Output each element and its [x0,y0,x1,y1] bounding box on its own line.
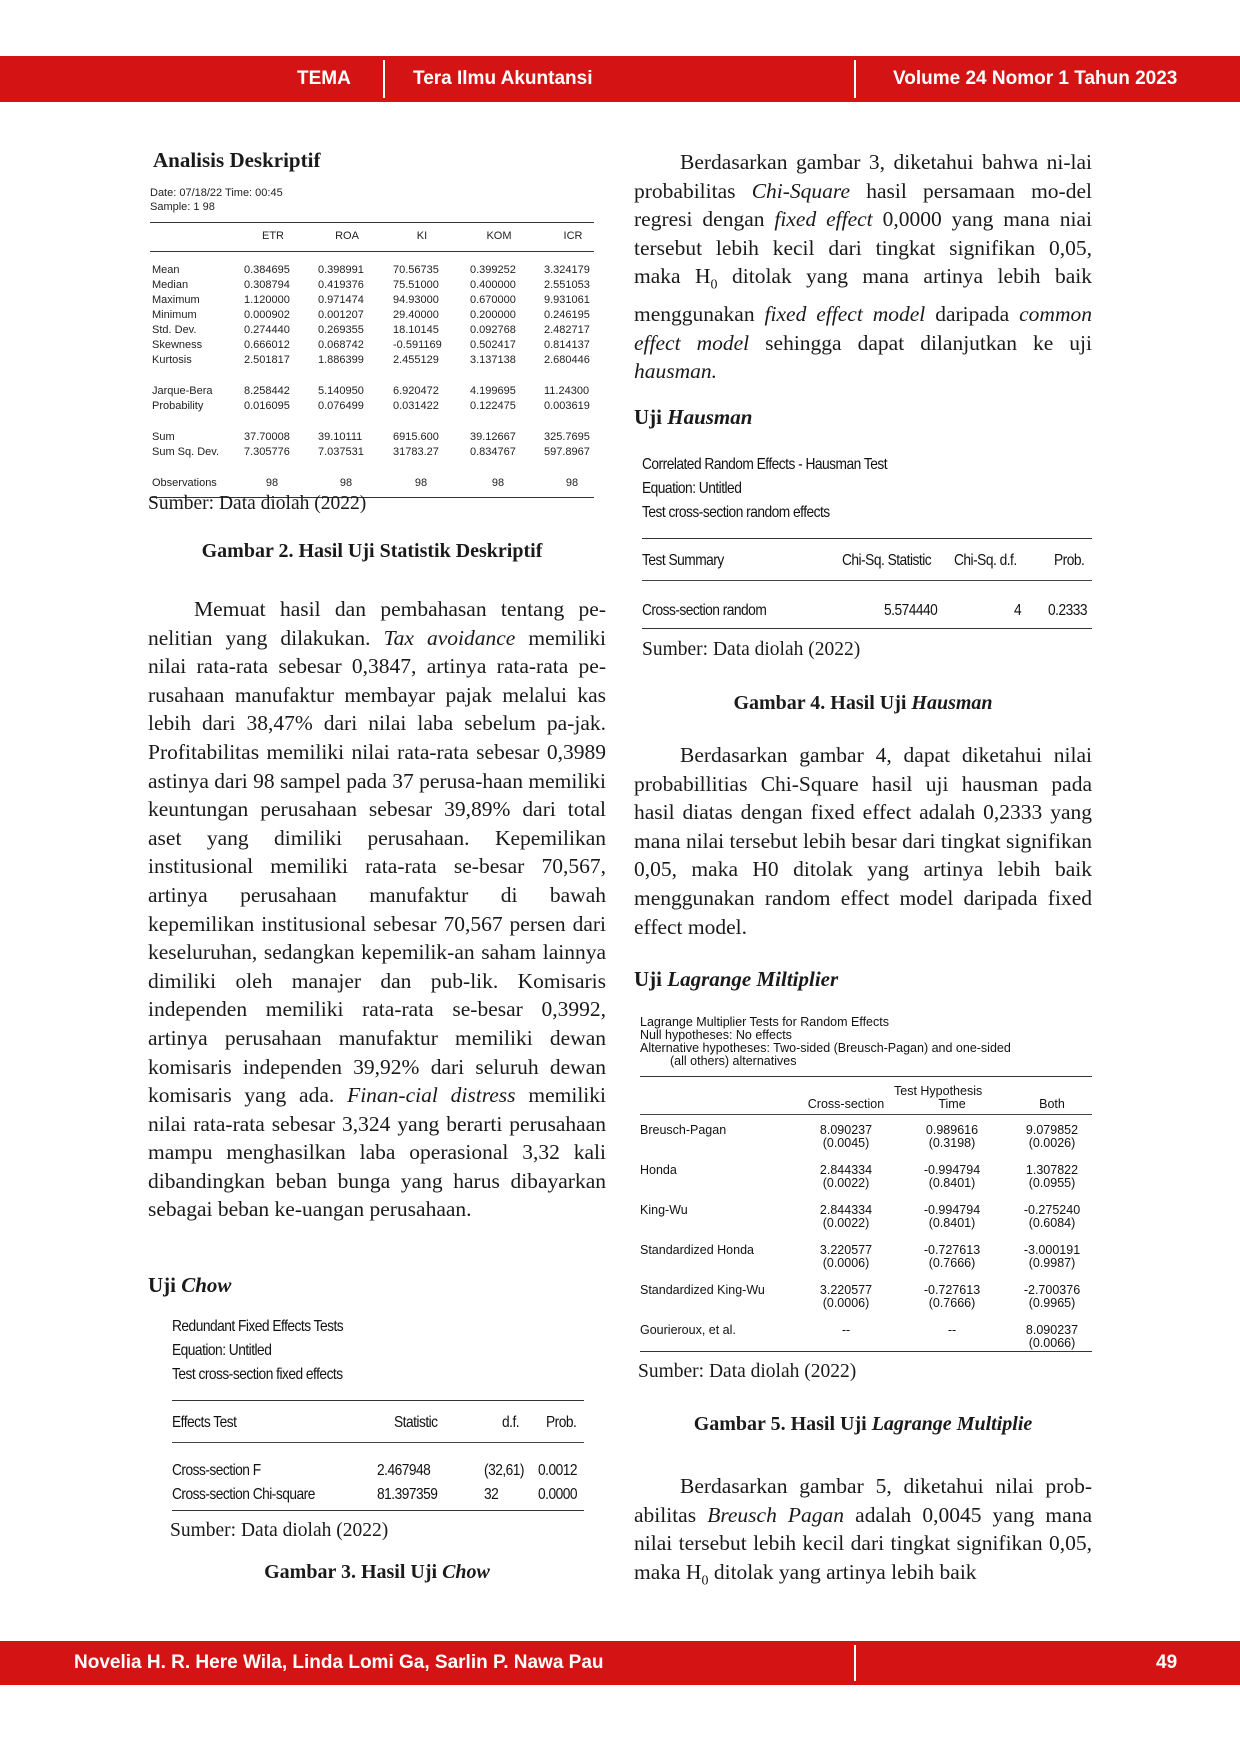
desc-cell: 0.670000 [470,294,516,306]
lm-prob: (0.8401) [928,1216,976,1230]
lm-prob: (0.0045) [822,1136,870,1150]
desc-row [152,264,592,279]
footer-band [0,1641,1240,1685]
desc-cell: 98 [491,477,505,489]
desc-cell: 4.199695 [470,385,516,397]
desc-cell: 0.092768 [470,324,516,336]
desc-cell: 0.122475 [470,400,516,412]
lm-meta-line: Alternative hypotheses: Two-sided (Breusch-Pagan) and one-sided [640,1041,1011,1055]
desc-row [152,477,592,492]
desc-header-row [152,230,592,245]
hausman-col-header: Test Summary [642,552,724,569]
hausman-narrow [642,456,1092,636]
desc-cell: 2.551053 [544,279,590,291]
desc-row [152,400,592,415]
desc-row-label: Median [152,279,189,291]
desc-cell: 0.400000 [470,279,516,291]
lm-cell: -0.994794 [923,1203,981,1217]
lm-row-label: Breusch-Pagan [640,1123,727,1137]
desc-cell: 39.12667 [470,431,516,443]
desc-cell: 94.93000 [393,294,439,306]
lm-prob: (0.0006) [822,1296,870,1310]
lm-cell: -2.700376 [1023,1283,1081,1297]
desc-cell: 98 [339,477,353,489]
desc-cell: 7.305776 [244,446,290,458]
desc-cell: 5.140950 [318,385,364,397]
chow-cell: 0.0012 [538,1462,577,1479]
header-band [0,56,1240,102]
desc-row-label: Mean [152,264,180,276]
para3-text: Berdasarkan gambar 4, dapat diketahui nilai probabillitias Chi-Square hasil uji hausman pada hasil diatas dengan fixed effect adalah 0,2333 yang mana nilai tersebut lebih besar dari tingkat signifikan 0,05, maka H0 ditolak yang artinya lebih baik menggunakan random effect model daripada fixed effect model. [634,743,1092,939]
desc-cell: 0.398991 [318,264,364,276]
desc-cell: 98 [414,477,428,489]
header-divider [854,60,856,98]
table-rule [172,1400,584,1401]
fig5-caption: Gambar 5. Hasil Uji Lagrange Multiplie [693,1413,1033,1435]
lm-table [640,1016,1092,1352]
desc-col-header: KI [416,230,428,242]
lm-cell: 3.220577 [819,1283,873,1297]
lm-heading: Uji Lagrange Miltiplier [634,967,839,991]
lm-prob: (0.9965) [1028,1296,1076,1310]
lm-cell: -- [947,1323,957,1337]
desc-row-label: Std. Dev. [152,324,197,336]
desc-cell: 6.920472 [393,385,439,397]
lm-cell: -3.000191 [1023,1243,1081,1257]
chow-cell: 81.397359 [377,1486,438,1503]
chow-narrow [172,1318,584,1518]
desc-cell: 3.137138 [470,354,516,366]
desc-cell: 70.56735 [393,264,439,276]
desc-meta-sample: Sample: 1 98 [150,201,215,213]
lm-row-label: King-Wu [640,1203,688,1217]
table-rule [150,222,594,223]
desc-meta-date: Date: 07/18/22 Time: 00:45 [150,187,283,199]
descriptive-table [150,186,594,489]
desc-cell: 98 [565,477,579,489]
desc-cell: 0.269355 [318,324,364,336]
lm-row-label: Standardized King-Wu [640,1283,765,1297]
footer-divider [854,1645,856,1681]
desc-row-label: Sum [152,431,175,443]
lm-meta-line: Null hypotheses: No effects [640,1028,792,1042]
desc-cell: 31783.27 [393,446,439,458]
chow-meta-line: Test cross-section fixed effects [172,1366,343,1383]
desc-row-label: Skewness [152,339,203,351]
lm-row-label: Gourieroux, et al. [640,1323,736,1337]
desc-source: Sumber: Data diolah (2022) [148,493,367,514]
journal-volume: Volume 24 Nomor 1 Tahun 2023 [893,68,1178,89]
desc-cell: 2.680446 [544,354,590,366]
lm-cell: -0.275240 [1023,1203,1081,1217]
lm-row-label: Honda [640,1163,677,1177]
desc-cell: 597.8967 [544,446,590,458]
left-paragraph [148,595,606,1224]
lm-cell: -0.727613 [923,1283,981,1297]
hausman-col-header: Chi-Sq. d.f. [954,552,1017,569]
desc-row-label: Probability [152,400,204,412]
chow-cell: 2.467948 [377,1462,431,1479]
journal-name: Tera Ilmu Akuntansi [413,68,593,89]
para4-text: Berdasarkan gambar 5, diketahui nilai prob-abilitas Breusch Pagan adalah 0,0045 yang mana nilai tersebut lebih kecil dari tingkat signifikan 0,05, maka $H_0$ ditolak yang artinya lebih baik [634,1474,1092,1589]
lm-prob: (0.0006) [822,1256,870,1270]
desc-cell: 1.120000 [244,294,290,306]
lm-cell: 0.989616 [925,1123,979,1137]
lm-cell: 3.220577 [819,1243,873,1257]
lm-prob: (0.3198) [928,1136,976,1150]
table-rule [172,1510,584,1511]
desc-cell: 0.419376 [318,279,364,291]
desc-cell: 0.016095 [244,400,290,412]
table-rule [642,580,1092,581]
table-rule [150,251,594,252]
desc-cell: 1.886399 [318,354,364,366]
desc-cell: 0.274440 [244,324,290,336]
hausman-table [642,456,1092,636]
desc-col-header: ETR [262,230,284,242]
desc-cell: 98 [265,477,279,489]
desc-cell: 0.971474 [318,294,364,306]
footer-authors: Novelia H. R. Here Wila, Linda Lomi Ga, Sarlin P. Nawa Pau [74,1652,604,1673]
lm-source: Sumber: Data diolah (2022) [638,1361,857,1382]
para1-text: Memuat hasil dan pembahasan tentang pe-nelitian yang dilakukan. Tax avoidance memiliki nilai rata-rata sebesar 0,3847, artinya rata-rata pe-rusahaan manufaktur membayar pajak melalui kas lebih dari 38,47% dari nilai laba sebelum pa-jak. Profitabilitas memiliki nilai rata-rata sebesar 0,3989 astinya dari 98 sampel pada 37 perusa-haan memiliki keuntungan perusahaan sebesar 39,89% dari total aset yang dimiliki perusahaan. Kepemilikan institusional memiliki rata-rata se-besar 70,567, artinya perusahaan manufaktur di bawah kepemilikan institusional sebesar 70,567 persen dari keseluruhan, sedangkan kepemilik-an saham lainnya dimiliki oleh manajer dan pub-lik. Komisaris independen memiliki rata-rata se-besar 0,3992, artinya perusahaan manufaktur memiliki dewan komisaris independen 39,92% dari seluruh dewan komisaris yang ada. Finan-cial distress memiliki nilai rata-rata sebesar 3,324 yang berarti perusahaan mampu menghasilkan laba operasional 3,32 kali dibandingkan beban bunga yang harus dibayarkan sebagai beban ke-uangan perusahaan. [148,597,606,1222]
desc-cell: 29.40000 [393,309,439,321]
chow-heading: Uji Chow [148,1273,232,1297]
page-number: 49 [1156,1652,1178,1673]
hausman-cell: 4 [1014,602,1022,619]
table-rule [640,1076,1092,1077]
chow-col-header: Statistic [394,1414,438,1431]
lm-group-header: Test Hypothesis [894,1084,983,1098]
lm-prob: (0.0022) [822,1176,870,1190]
lm-meta-line: Lagrange Multiplier Tests for Random Effects [640,1015,889,1029]
chow-meta-line: Redundant Fixed Effects Tests [172,1318,344,1335]
hausman-source: Sumber: Data diolah (2022) [642,639,861,660]
desc-cell: 0.000902 [244,309,290,321]
hausman-col-header: Prob. [1054,552,1085,569]
chow-table [172,1318,584,1518]
fig3-caption: Gambar 3. Hasil Uji Chow [264,1561,490,1583]
lm-cell: -0.727613 [923,1243,981,1257]
desc-row-label: Observations [152,477,217,489]
lm-col-header: Cross-section [807,1097,885,1111]
desc-row [152,324,592,339]
desc-row [152,294,592,309]
hausman-meta-line: Equation: Untitled [642,480,742,497]
lm-prob: (0.8401) [928,1176,976,1190]
table-rule [640,1351,1092,1352]
table-rule [642,538,1092,539]
hausman-col-header: Chi-Sq. Statistic [842,552,932,569]
desc-cell: 0.308794 [244,279,290,291]
lm-cell: -0.994794 [923,1163,981,1177]
desc-row-label: Minimum [152,309,197,321]
chow-col-header: Prob. [546,1414,577,1431]
lm-prob: (0.9987) [1028,1256,1076,1270]
right-paragraph-3 [634,1472,1092,1596]
table-rule [642,628,1092,629]
desc-cell: 2.482717 [544,324,590,336]
chow-meta-line: Equation: Untitled [172,1342,272,1359]
lm-prob: (0.0955) [1028,1176,1076,1190]
desc-cell: 0.384695 [244,264,290,276]
chow-col-header: d.f. [502,1414,520,1431]
desc-cell: 6915.600 [393,431,439,443]
lm-col-header: Time [938,1097,966,1111]
lm-prob: (0.0066) [1028,1336,1076,1350]
chow-cell: Cross-section Chi-square [172,1486,315,1503]
desc-cell: 2.501817 [244,354,290,366]
lm-prob: (0.0022) [822,1216,870,1230]
desc-cell: 0.031422 [393,400,439,412]
desc-row [152,339,592,354]
table-rule [640,1114,1092,1115]
desc-cell: 18.10145 [393,324,439,336]
lm-cell: 1.307822 [1025,1163,1079,1177]
desc-cell: 0.076499 [318,400,364,412]
fig2-caption: Gambar 2. Hasil Uji Statistik Deskriptif [201,540,543,562]
desc-cell: 0.834767 [470,446,516,458]
desc-row [152,385,592,400]
chow-col-header: Effects Test [172,1414,237,1431]
para2-text: Berdasarkan gambar 3, diketahui bahwa ni-lai probabilitas Chi-Square hasil persamaan mo-del regresi dengan fixed effect 0,0000 yang mana niai tersebut lebih kecil dari tingkat signifikan 0,05, maka $H_0$ ditolak yang mana artinya lebih baik menggunakan fixed effect model daripada common effect model sehingga dapat dilanjutkan ke uji hausman. [634,150,1093,384]
desc-row [152,354,592,369]
desc-cell: 0.246195 [544,309,590,321]
desc-cell: 37.70008 [244,431,290,443]
desc-row [152,279,592,294]
desc-cell: 0.001207 [318,309,364,321]
desc-cell: 75.51000 [393,279,439,291]
chow-cell: 0.0000 [538,1486,577,1503]
desc-cell: 0.666012 [244,339,290,351]
desc-cell: 0.502417 [470,339,516,351]
desc-col-header: ICR [563,230,583,242]
table-rule [172,1442,584,1443]
lm-prob: (0.6084) [1028,1216,1076,1230]
desc-cell: -0.591169 [393,339,442,351]
desc-col-header: ROA [335,230,359,242]
lm-cell: 8.090237 [1025,1323,1079,1337]
chow-cell: 32 [484,1486,499,1503]
desc-cell: 0.200000 [470,309,516,321]
desc-cell: 8.258442 [244,385,290,397]
lm-prob: (0.0026) [1028,1136,1076,1150]
desc-cell: 39.10111 [318,431,363,443]
desc-cell: 2.455129 [393,354,439,366]
lm-cell: 2.844334 [819,1163,873,1177]
lm-wrap [640,1016,1092,1352]
desc-section-title: Analisis Deskriptif [153,148,321,172]
desc-cell: 0.003619 [544,400,590,412]
desc-col-header: KOM [486,230,512,242]
desc-row-label: Sum Sq. Dev. [152,446,220,458]
desc-row [152,431,592,446]
fig4-caption: Gambar 4. Hasil Uji Hausman [733,692,993,714]
lm-row-label: Standardized Honda [640,1243,754,1257]
desc-cell: 0.068742 [318,339,364,351]
chow-cell: (32,61) [484,1462,524,1479]
lm-cell: 8.090237 [819,1123,873,1137]
lm-col-header: Both [1039,1097,1065,1111]
desc-row-label: Jarque-Bera [152,385,213,397]
desc-row-label: Maximum [152,294,200,306]
desc-cell: 3.324179 [544,264,590,276]
hausman-meta-line: Correlated Random Effects - Hausman Test [642,456,888,473]
hausman-meta-line: Test cross-section random effects [642,504,830,521]
desc-cell: 0.399252 [470,264,516,276]
hausman-heading: Uji Hausman [634,405,753,429]
desc-cell: 9.931061 [544,294,590,306]
hausman-cell: Cross-section random [642,602,767,619]
journal-short: TEMA [297,68,351,89]
desc-cell: 11.24300 [544,385,590,397]
right-paragraph-1 [634,148,1092,386]
lm-prob: (0.7666) [928,1256,976,1270]
lm-cell: 2.844334 [819,1203,873,1217]
desc-row-label: Kurtosis [152,354,192,366]
right-paragraph-2 [634,741,1092,941]
desc-cell: 325.7695 [544,431,590,443]
lm-prob: (0.7666) [928,1296,976,1310]
lm-cell: 9.079852 [1025,1123,1079,1137]
lm-meta-line: (all others) alternatives [670,1054,797,1068]
lm-cell: -- [841,1323,851,1337]
hausman-cell: 5.574440 [884,602,938,619]
header-divider [383,60,385,98]
hausman-cell: 0.2333 [1048,602,1087,619]
chow-cell: Cross-section F [172,1462,261,1479]
desc-cell: 7.037531 [318,446,364,458]
desc-cell: 0.814137 [544,339,590,351]
chow-source: Sumber: Data diolah (2022) [170,1520,389,1541]
desc-row [152,309,592,324]
desc-row [152,446,592,461]
